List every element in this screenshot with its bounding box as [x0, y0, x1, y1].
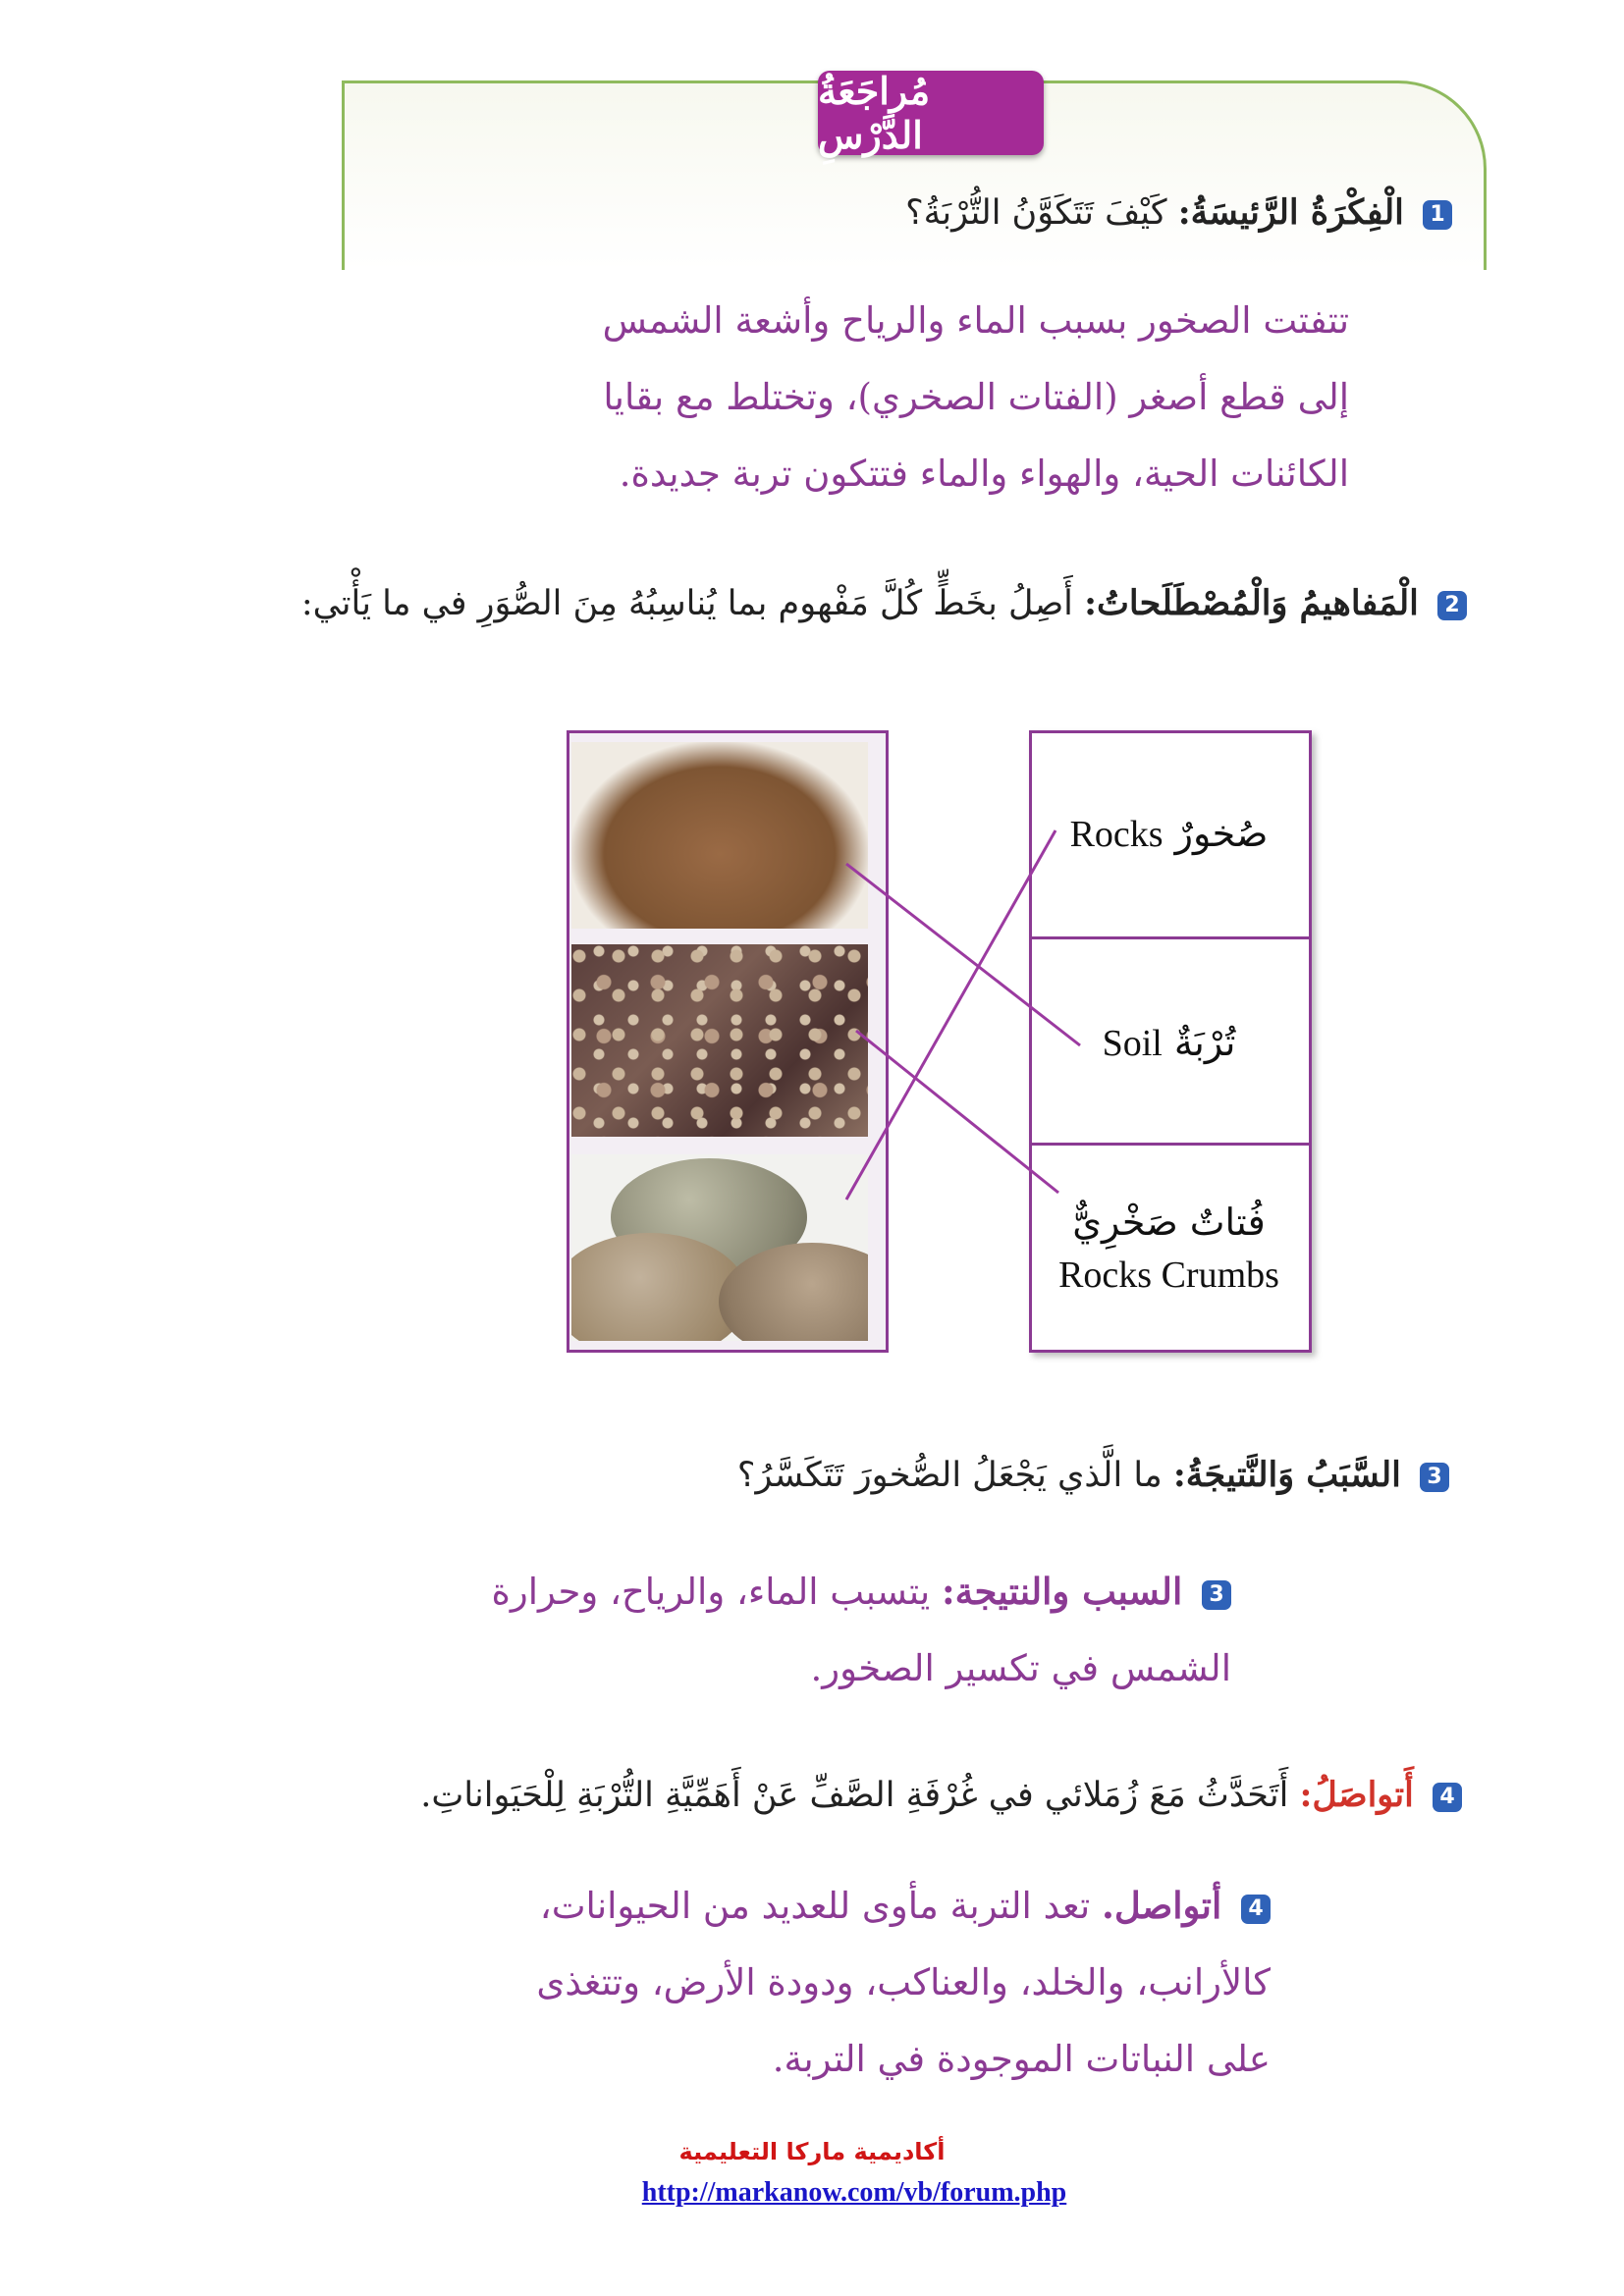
term-arabic: تُرْبَةٌ	[1173, 1020, 1236, 1064]
question-3	[737, 1455, 1449, 1495]
answer-line: يتسبب الماء، والرياح، وحرارة	[491, 1571, 931, 1613]
question-number-badge: 4	[1433, 1783, 1462, 1812]
question-text: ما الَّذي يَجْعَلُ الصُّخورَ تَتَكَسَّرُ؟	[736, 1456, 1163, 1495]
lesson-review-tab: مُراجَعَةُ الدَّرْسِ	[818, 71, 1044, 155]
term-arabic: صُخورٌ	[1174, 811, 1269, 855]
answer-4	[536, 1867, 1271, 2098]
match-line-crumbs	[856, 1031, 1058, 1193]
answer-number-badge: 4	[1241, 1895, 1271, 1924]
question-label: السَّبَبُ وَالنَّتيجَةُ:	[1172, 1455, 1401, 1495]
term-english: Rocks Crumbs	[1058, 1255, 1279, 1296]
term-english: Soil	[1102, 1022, 1163, 1064]
answer-line: تعد التربة مأوى للعديد من الحيوانات،	[539, 1885, 1091, 1927]
question-label: الْفِكْرَةُ الرَّئيسَةُ:	[1177, 192, 1404, 233]
match-line-soil	[846, 864, 1080, 1045]
answer-line: الشمس في تكسير الصخور.	[810, 1647, 1231, 1689]
footer-forum-link[interactable]: http://markanow.com/vb/forum.php	[641, 2177, 1067, 2208]
footer-academy-name: أكاديمية ماركا التعليمية	[678, 2138, 946, 2165]
term-english: Rocks	[1069, 813, 1164, 855]
question-text: أَتَحَدَّثُ مَعَ زُمَلائي في غُرْفَةِ الصَّفِّ عَنْ أَهَمِّيَّةِ التُّرْبَةِ لِلْحَيَواناتِ.	[420, 1776, 1289, 1815]
answer-label: أتواصل.	[1101, 1884, 1222, 1927]
answer-line: تتفتت الصخور بسبب الماء والرياح وأشعة الشمس	[602, 299, 1349, 342]
question-number-badge: 1	[1423, 200, 1452, 230]
question-number-badge: 3	[1420, 1463, 1449, 1492]
question-text: كَيْفَ تَتَكَوَّنُ التُّرْبَةُ؟	[905, 193, 1167, 233]
answer-number-badge: 3	[1202, 1580, 1231, 1610]
question-label: أَتواصَلُ:	[1299, 1775, 1414, 1815]
question-label: الْمَفاهيمُ وَالْمُصْطَلَحاتُ:	[1084, 583, 1419, 623]
answer-line: الكائنات الحية، والهواء والماء فتتكون تربة جديدة.	[619, 453, 1349, 495]
answer-line: كالأرانب، والخلد، والعناكب، ودودة الأرض، وتتغذى	[536, 1961, 1271, 2003]
match-line-rocks	[846, 830, 1056, 1200]
question-number-badge: 2	[1437, 591, 1467, 620]
answer-line: على النباتات الموجودة في التربة.	[772, 2038, 1271, 2080]
answer-3	[492, 1553, 1232, 1707]
answer-line: إلى قطع أصغر (الفتات الصخري)، وتختلط مع بقايا	[603, 376, 1349, 418]
question-text: أَصِلُ بخَطٍّ كُلَّ مَفْهوم بما يُناسِبُهُ مِنَ الصُّوَرِ في ما يَأْتي:	[300, 584, 1073, 623]
question-4	[420, 1775, 1462, 1815]
answer-label: السبب والنتيجة:	[942, 1570, 1183, 1613]
term-arabic: فُتاتٌ صَخْرِيٌّ	[1072, 1201, 1266, 1244]
